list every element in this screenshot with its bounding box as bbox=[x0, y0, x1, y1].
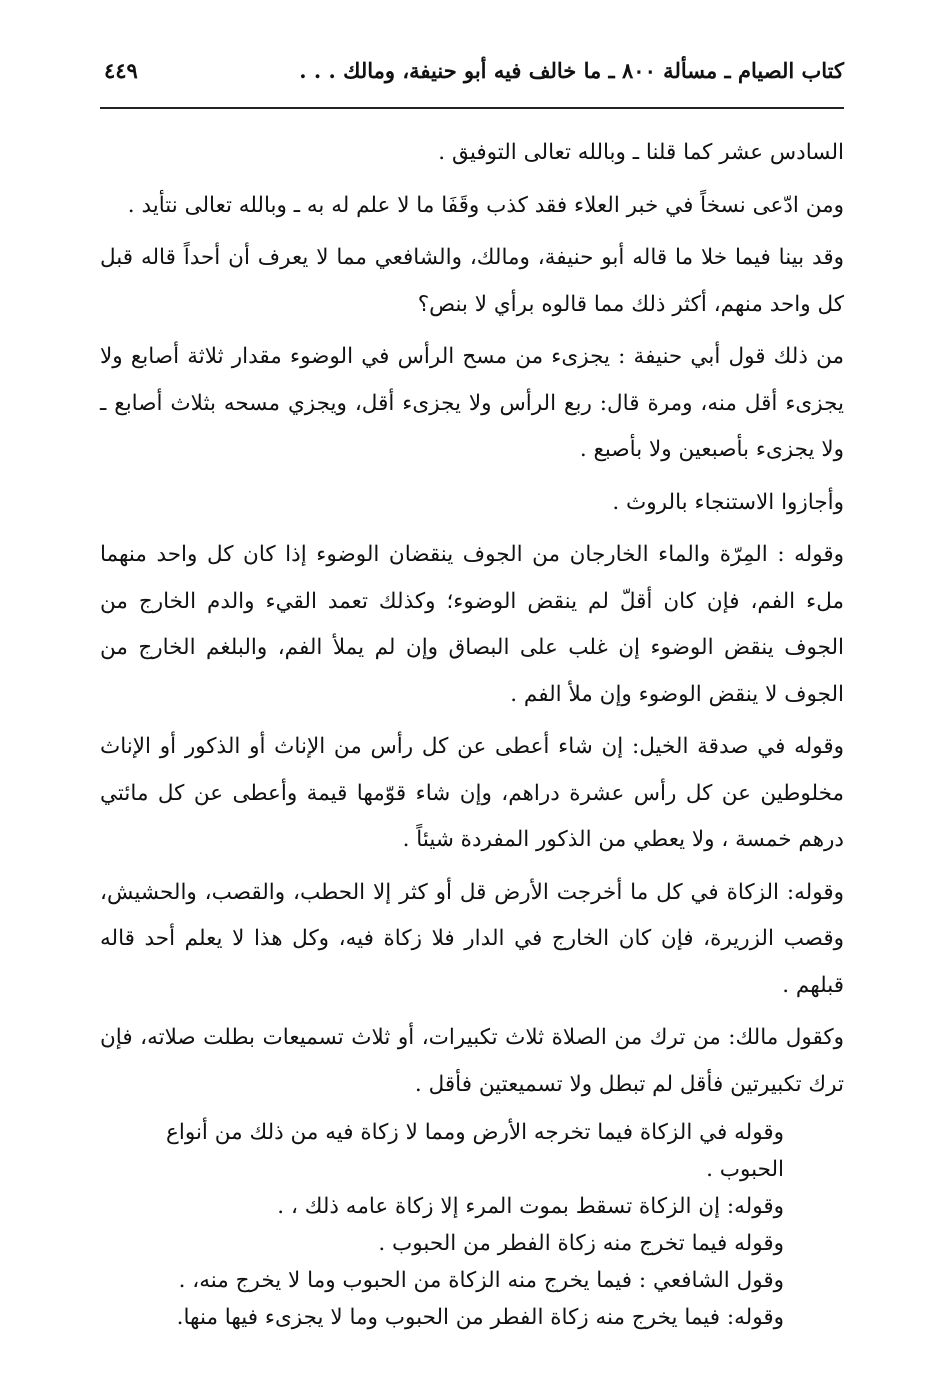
paragraph: وقوله في صدقة الخيل: إن شاء أعطى عن كل رأس من الإناث أو الذكور أو الإناث مخلوطين عن كل رأس عشرة دراهم، وإن شاء قوّمها قيمة وأعطى عن كل مائتي درهم خمسة ، ولا يعطي من الذكور المفردة شيئاً . bbox=[100, 734, 844, 852]
list-item: وقول الشافعي : فيما يخرج منه الزكاة من الحبوب وما لا يخرج منه، . bbox=[178, 1268, 784, 1293]
paragraph: ومن ادّعى نسخاً في خبر العلاء فقد كذب وقَفَا ما لا علم له به ـ وبالله تعالى نتأيد . bbox=[127, 192, 844, 218]
header-divider bbox=[100, 107, 844, 109]
list-item: وقوله: إن الزكاة تسقط بموت المرء إلا زكاة عامه ذلك ، . bbox=[277, 1194, 784, 1219]
running-title: كتاب الصيام ـ مسألة ٨٠٠ ـ ما خالف فيه أبو حنيفة، ومالك . . . bbox=[299, 58, 844, 83]
paragraph: السادس عشر كما قلنا ـ وبالله تعالى التوفيق . bbox=[438, 140, 844, 165]
main-text bbox=[100, 130, 844, 1336]
paragraph: من ذلك قول أبي حنيفة : يجزىء من مسح الرأس في الوضوء مقدار ثلاثة أصابع ولا يجزىء أقل منه، ومرة قال: ربع الرأس ولا يجزىء أقل، ويجزي مسحه بثلاث أصابع ـ ولا يجزىء بأصبعين ولا بأصبع . bbox=[100, 344, 844, 462]
paragraph: وكقول مالك: من ترك من الصلاة ثلاث تكبيرات، أو ثلاث تسميعات بطلت صلاته، فإن ترك تكبيرتين فأقل لم تبطل ولا تسميعتين فأقل . bbox=[100, 1025, 844, 1097]
paragraph: وقوله: الزكاة في كل ما أخرجت الأرض قل أو كثر إلا الحطب، والقصب، والحشيش، وقصب الزريرة، فإن كان الخارج في الدار فلا زكاة فيه، وكل هذا لا يعلم أحد قاله قبلهم . bbox=[100, 879, 844, 998]
page-number: ٤٤٩ bbox=[104, 58, 138, 83]
paragraph: وقد بينا فيما خلا ما قاله أبو حنيفة، ومالك، والشافعي مما لا يعرف أن أحداً قاله قبل كل واحد منهم، أكثر ذلك مما قالوه برأي لا بنص؟ bbox=[100, 245, 844, 317]
paragraph: وقوله : المِرّة والماء الخارجان من الجوف ينقضان الوضوء إذا كان كل واحد منهما ملء الفم، فإن كان أقلّ لم ينقض الوضوء؛ وكذلك تعمد القيء والدم الخارج من الجوف ينقض الوضوء إن غلب على البصاق وإن لم يملأ الفم، والبلغم الخارج من الجوف لا ينقض الوضوء وإن ملأ الفم . bbox=[100, 542, 844, 707]
list-item: وقوله: فيما يخرج منه زكاة الفطر من الحبوب وما لا يجزىء فيها منها. bbox=[176, 1305, 784, 1330]
enumerated-opinions bbox=[100, 1114, 844, 1336]
running-header bbox=[100, 58, 844, 98]
list-item: وقوله في الزكاة فيما تخرجه الأرض ومما لا زكاة فيه من ذلك من أنواع الحبوب . bbox=[166, 1120, 784, 1182]
list-item: وقوله فيما تخرج منه زكاة الفطر من الحبوب . bbox=[378, 1231, 784, 1256]
paragraph: وأجازوا الاستنجاء بالروث . bbox=[612, 489, 844, 515]
